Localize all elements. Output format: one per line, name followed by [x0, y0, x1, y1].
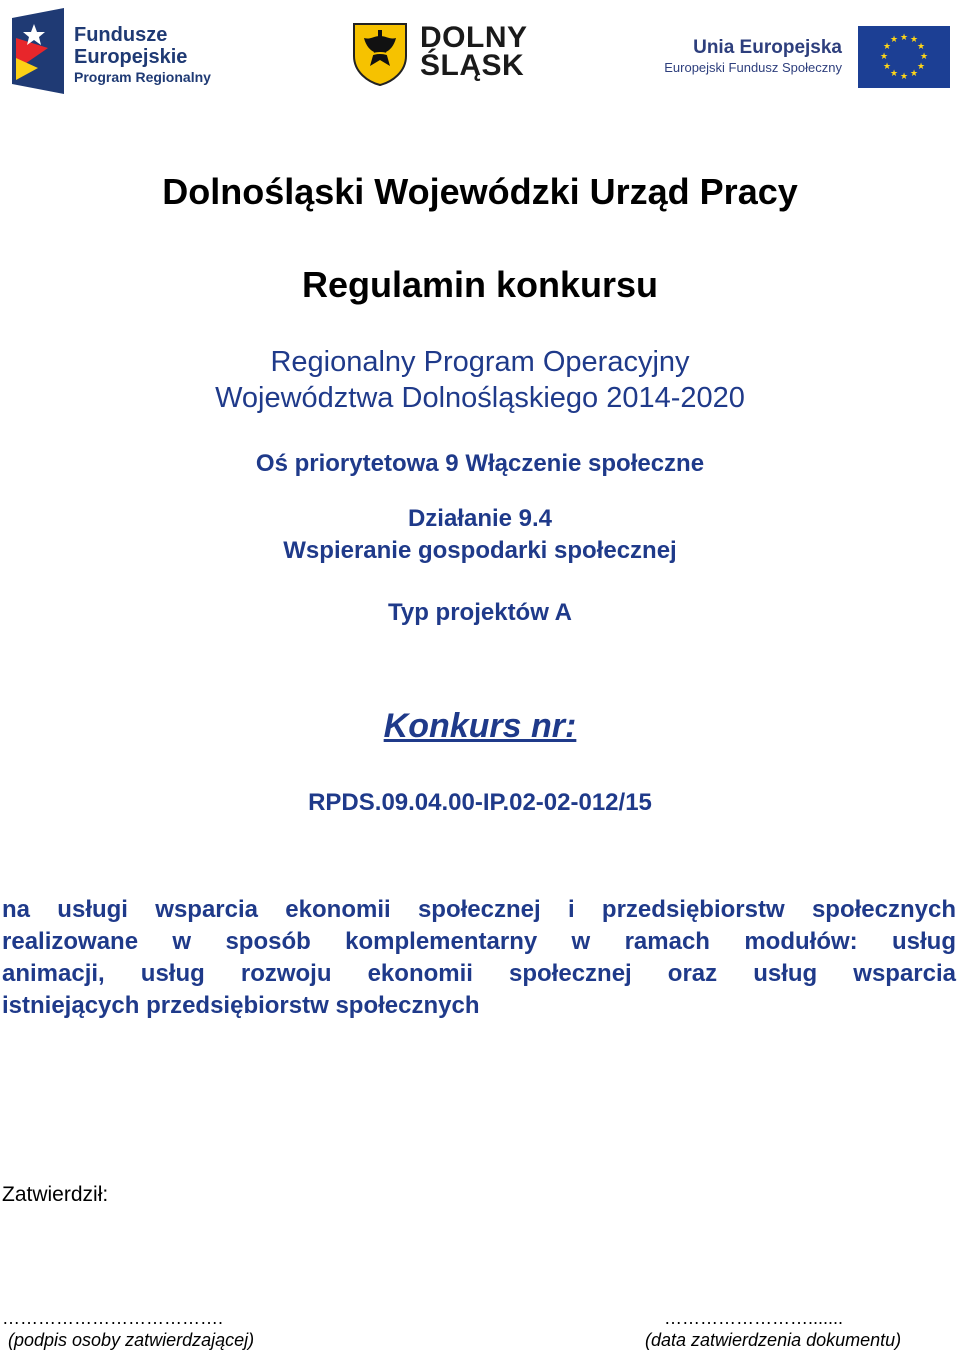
date-caption: (data zatwierdzenia dokumentu) [645, 1330, 902, 1350]
svg-text:★: ★ [882, 62, 892, 72]
logo-ue-line1: Unia Europejska [693, 37, 842, 58]
project-type: Typ projektów A [387, 599, 572, 626]
logo-dolny-slask [352, 22, 542, 86]
signature-caption: (podpis osoby zatwierdzającej) [8, 1330, 255, 1350]
svg-text:★: ★ [916, 62, 926, 72]
description-line: istniejących przedsiębiorstw społecznych [2, 992, 480, 1019]
action [0, 503, 960, 567]
logo-ds-line1: DOLNY [420, 21, 528, 54]
description-line: realizowane w sposób komplementarny w ramach modułów: usług [2, 928, 956, 955]
action-number: Działanie 9.4 [407, 505, 553, 532]
institution-title: Dolnośląski Wojewódzki Urząd Pracy [162, 171, 798, 212]
fundusze-europejskie-emblem-icon [8, 8, 68, 98]
svg-text:★: ★ [889, 35, 899, 45]
svg-text:★: ★ [899, 33, 909, 43]
priority-axis: Oś priorytetowa 9 Włączenie społeczne [255, 450, 705, 477]
program-line1: Regionalny Program Operacyjny [270, 346, 690, 378]
contest-number: RPDS.09.04.00-IP.02-02-012/15 [308, 789, 652, 816]
program-line2: Województwa Dolnośląskiego 2014-2020 [215, 382, 745, 414]
logo-unia-europejska [652, 24, 952, 90]
logo-fe-line3: Program Regionalny [74, 69, 211, 85]
logo-fundusze-europejskie [8, 8, 223, 98]
svg-text:★: ★ [889, 69, 899, 79]
signature-dots: ………………………………. [2, 1308, 224, 1328]
action-name: Wspieranie gospodarki społecznej [283, 537, 677, 564]
svg-text:★: ★ [879, 52, 889, 62]
description-line: na usługi wsparcia ekonomii społecznej i przedsiębiorstw społecznych [2, 896, 956, 923]
svg-text:★: ★ [919, 52, 929, 62]
eu-flag-icon [858, 26, 950, 88]
contest-description [2, 894, 956, 1022]
eagle-shield-icon [352, 22, 408, 86]
svg-text:★: ★ [909, 35, 919, 45]
approved-label: Zatwierdził: [2, 1183, 109, 1206]
logo-ds-line2: ŚLĄSK [420, 49, 525, 82]
date-dots: ……………………....... [664, 1308, 844, 1328]
svg-text:★: ★ [882, 42, 892, 52]
logo-fe-line2: Europejskie [74, 46, 188, 68]
svg-text:★: ★ [899, 72, 909, 82]
logo-fe-line1: Fundusze [74, 24, 168, 46]
contest-label: Konkurs nr: [383, 707, 577, 745]
logo-ue-line2: Europejski Fundusz Społeczny [664, 60, 842, 75]
program-name [0, 344, 960, 416]
document-title: Regulamin konkursu [301, 264, 659, 305]
svg-text:★: ★ [916, 42, 926, 52]
svg-text:★: ★ [909, 69, 919, 79]
description-line: animacji, usług rozwoju ekonomii społecznej oraz usług wsparcia [2, 960, 956, 987]
